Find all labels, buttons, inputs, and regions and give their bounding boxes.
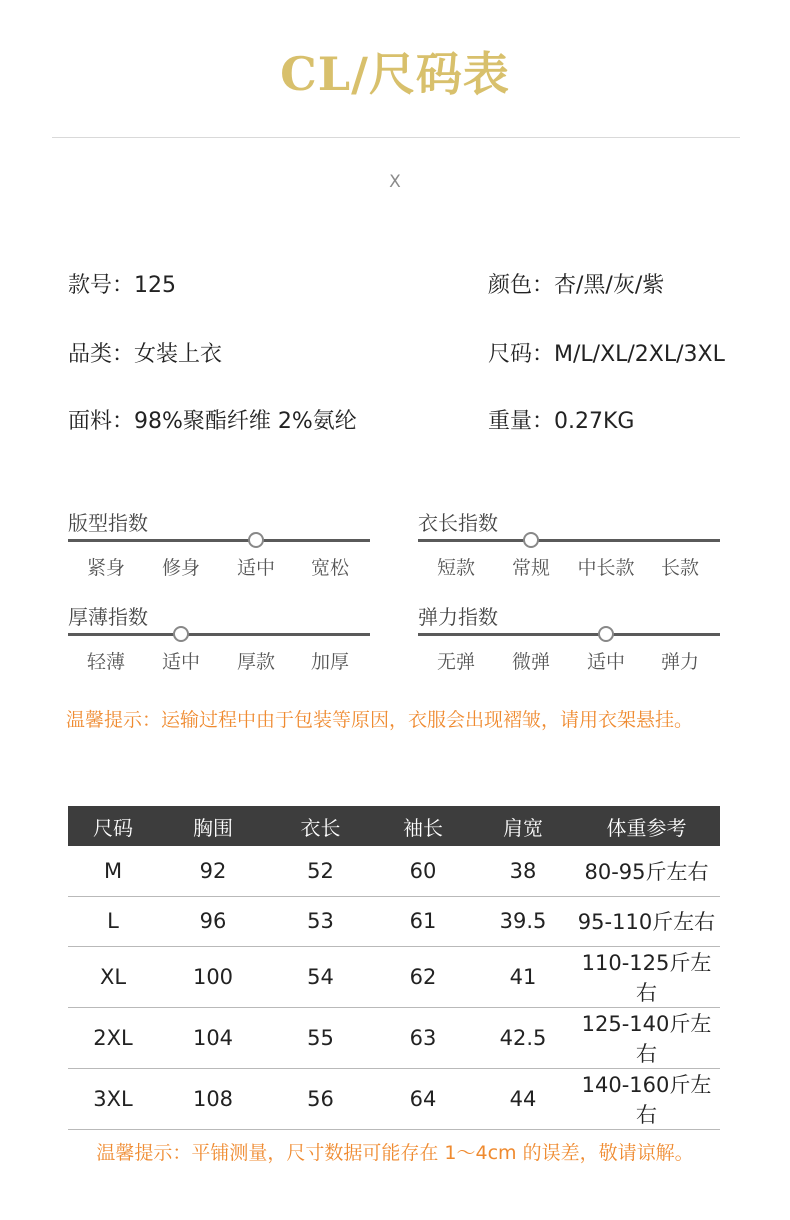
color-options: 颜色：杏/黑/灰/紫 <box>488 273 665 298</box>
cell-sleeve: 61 <box>373 896 473 946</box>
page-title: CL/尺码表 <box>280 47 510 101</box>
scale-track <box>418 539 720 542</box>
scale-label: 中长款 <box>577 557 635 579</box>
cell-weight-ref: 140-160斤左右 <box>573 1068 720 1129</box>
cell-shoulder: 39.5 <box>473 896 573 946</box>
cell-length: 53 <box>268 896 373 946</box>
cell-size: L <box>68 896 158 946</box>
scale-label: 无弹 <box>436 651 475 673</box>
cell-sleeve: 64 <box>373 1068 473 1129</box>
cell-chest: 104 <box>158 1007 268 1068</box>
cell-length: 52 <box>268 846 373 896</box>
cell-size: XL <box>68 946 158 1007</box>
cell-size: M <box>68 846 158 896</box>
cell-shoulder: 42.5 <box>473 1007 573 1068</box>
style-number: 款号：125 <box>68 273 176 298</box>
cell-weight-ref: 95-110斤左右 <box>573 896 720 946</box>
size-table-header <box>68 806 720 846</box>
size-options: 尺码：M/L/XL/2XL/3XL <box>488 342 725 367</box>
scale-indicator <box>598 626 614 642</box>
cell-weight-ref: 110-125斤左右 <box>573 946 720 1007</box>
scale-indicator <box>248 532 264 548</box>
scale-label: 微弹 <box>511 651 550 673</box>
cell-sleeve: 63 <box>373 1007 473 1068</box>
header-sleeve: 袖长 <box>373 806 473 846</box>
cell-chest: 92 <box>158 846 268 896</box>
table-row <box>68 1007 720 1068</box>
scale-label: 加厚 <box>310 651 349 673</box>
header-shoulder: 肩宽 <box>473 806 573 846</box>
scale-label: 短款 <box>436 557 475 579</box>
scale-indicator <box>173 626 189 642</box>
table-row <box>68 1068 720 1129</box>
table-row <box>68 896 720 946</box>
title-divider <box>52 137 740 138</box>
scale-title: 厚薄指数 <box>68 605 148 629</box>
cell-size: 3XL <box>68 1068 158 1129</box>
scale-label: 修身 <box>161 557 200 579</box>
scale-label: 适中 <box>161 651 200 673</box>
scale-label: 厚款 <box>236 651 275 673</box>
close-mark: X <box>389 172 401 192</box>
fabric: 面料：98%聚酯纤维 2%氨纶 <box>68 409 357 434</box>
measurement-tip: 温馨提示：平铺测量，尺寸数据可能存在 1～4cm 的误差，敬请谅解。 <box>96 1142 694 1164</box>
scale-indicator <box>523 532 539 548</box>
category: 品类：女装上衣 <box>68 342 223 367</box>
cell-weight-ref: 80-95斤左右 <box>573 846 720 896</box>
table-row <box>68 946 720 1007</box>
scale-track <box>68 539 370 542</box>
cell-sleeve: 62 <box>373 946 473 1007</box>
weight: 重量：0.27KG <box>488 409 635 434</box>
size-table <box>68 806 720 1130</box>
scale-title: 弹力指数 <box>418 605 498 629</box>
header-size: 尺码 <box>68 806 158 846</box>
cell-shoulder: 41 <box>473 946 573 1007</box>
cell-length: 55 <box>268 1007 373 1068</box>
scale-label: 弹力 <box>660 651 699 673</box>
scale-track <box>68 633 370 636</box>
cell-sleeve: 60 <box>373 846 473 896</box>
scale-title: 衣长指数 <box>418 511 498 535</box>
scale-label: 宽松 <box>310 557 349 579</box>
cell-shoulder: 44 <box>473 1068 573 1129</box>
shipping-tip: 温馨提示：运输过程中由于包装等原因，衣服会出现褶皱，请用衣架悬挂。 <box>66 709 694 731</box>
scale-title: 版型指数 <box>68 511 148 535</box>
cell-chest: 108 <box>158 1068 268 1129</box>
scale-label: 紧身 <box>86 557 125 579</box>
header-weight-ref: 体重参考 <box>573 806 720 846</box>
cell-length: 56 <box>268 1068 373 1129</box>
table-row <box>68 846 720 896</box>
scale-label: 常规 <box>511 557 550 579</box>
cell-chest: 96 <box>158 896 268 946</box>
cell-size: 2XL <box>68 1007 158 1068</box>
header-length: 衣长 <box>268 806 373 846</box>
cell-chest: 100 <box>158 946 268 1007</box>
scale-track <box>418 633 720 636</box>
scale-label: 轻薄 <box>86 651 125 673</box>
scale-label: 长款 <box>660 557 699 579</box>
cell-weight-ref: 125-140斤左右 <box>573 1007 720 1068</box>
scale-label: 适中 <box>236 557 275 579</box>
header-chest: 胸围 <box>158 806 268 846</box>
cell-length: 54 <box>268 946 373 1007</box>
cell-shoulder: 38 <box>473 846 573 896</box>
scale-label: 适中 <box>586 651 625 673</box>
